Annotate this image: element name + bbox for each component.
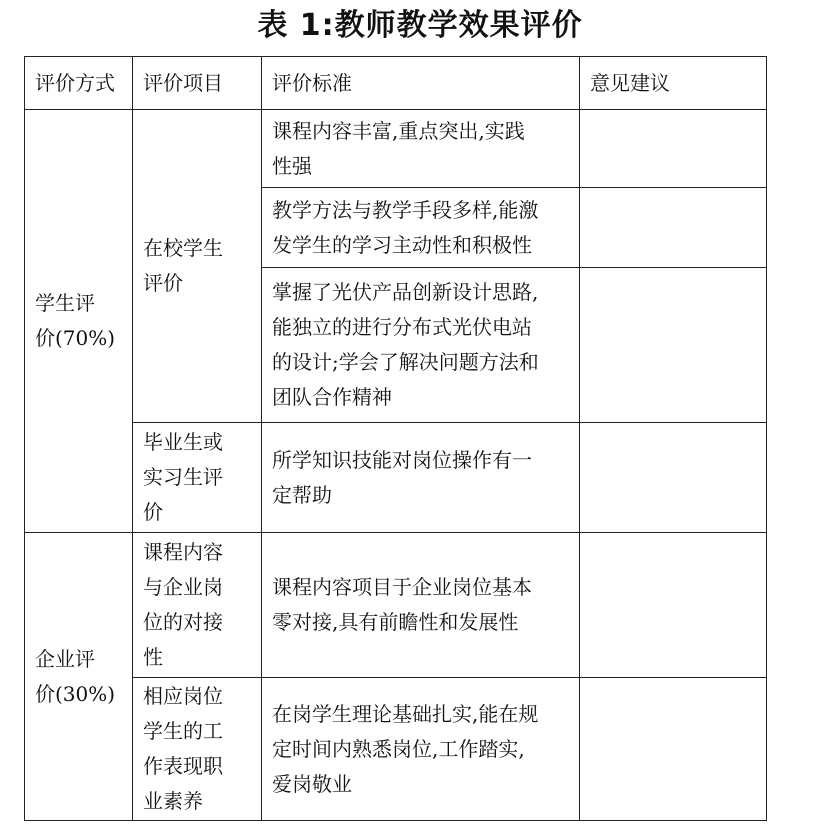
- suggestion-cell: [580, 423, 767, 533]
- item-work-performance: 相应岗位 学生的工 作表现职 业素养: [133, 678, 262, 821]
- criteria-cell: 教学方法与教学手段多样,能激 发学生的学习主动性和积极性: [262, 188, 580, 268]
- teaching-evaluation-table: [24, 56, 767, 821]
- table-row: [25, 678, 767, 821]
- criteria-cell: 掌握了光伏产品创新设计思路, 能独立的进行分布式光伏电站 的设计;学会了解决问题方法和 团队合作精神: [262, 268, 580, 423]
- header-suggestion: 意见建议: [580, 57, 767, 110]
- table-title: 表 1:教师教学效果评价: [257, 8, 583, 43]
- header-item: 评价项目: [133, 57, 262, 110]
- item-course-fit: 课程内容 与企业岗 位的对接 性: [133, 533, 262, 678]
- item-in-school: 在校学生 评价: [133, 110, 262, 423]
- suggestion-cell: [580, 188, 767, 268]
- suggestion-cell: [580, 678, 767, 821]
- table-row: [25, 533, 767, 678]
- method-enterprise: 企业评 价(30%): [25, 533, 133, 821]
- criteria-cell: 在岗学生理论基础扎实,能在规 定时间内熟悉岗位,工作踏实, 爱岗敬业: [262, 678, 580, 821]
- header-criteria: 评价标准: [262, 57, 580, 110]
- suggestion-cell: [580, 533, 767, 678]
- criteria-cell: 课程内容项目于企业岗位基本 零对接,具有前瞻性和发展性: [262, 533, 580, 678]
- table-row: [25, 110, 767, 188]
- item-graduate: 毕业生或 实习生评 价: [133, 423, 262, 533]
- table-row: [25, 423, 767, 533]
- criteria-cell: 课程内容丰富,重点突出,实践 性强: [262, 110, 580, 188]
- criteria-cell: 所学知识技能对岗位操作有一 定帮助: [262, 423, 580, 533]
- table-header-row: [25, 57, 767, 110]
- header-method: 评价方式: [25, 57, 133, 110]
- suggestion-cell: [580, 268, 767, 423]
- method-student: 学生评 价(70%): [25, 110, 133, 533]
- suggestion-cell: [580, 110, 767, 188]
